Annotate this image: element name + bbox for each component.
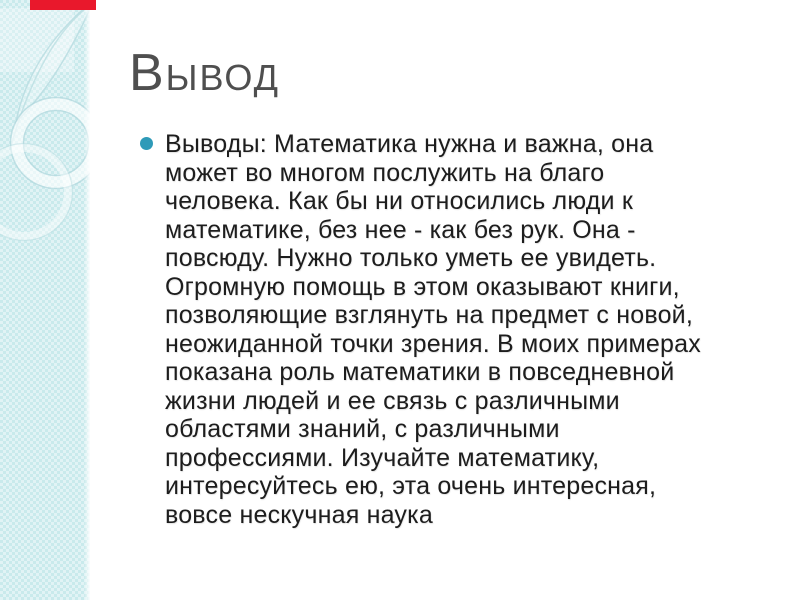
stripe-edge-highlight <box>84 0 90 600</box>
bullet-text-block <box>165 130 701 529</box>
slide-body <box>139 130 701 529</box>
body-text-line: жизни людей и ее связь с различными <box>165 386 620 415</box>
body-text-line: может во многом послужить на благо <box>165 158 605 187</box>
body-text-line: математике, без нее - как без рук. Она - <box>165 215 636 244</box>
body-text-line: повсюду. Нужно только уметь ее увидеть. <box>165 244 657 272</box>
red-marker <box>30 0 96 10</box>
body-text-line: интересуйтесь ею, эта очень интересная, <box>165 472 657 500</box>
body-text-line: показана роль математики в повседневной <box>165 358 675 386</box>
body-text-line: вовсе нескучная наука <box>165 500 433 529</box>
body-text-line: профессиями. Изучайте математику, <box>165 443 600 472</box>
body-text-line: человека. Как бы ни относились люди к <box>165 187 633 215</box>
circles-ornament-icon <box>0 0 90 280</box>
body-text-line: областями знаний, с различными <box>165 415 560 443</box>
body-text-line: неожиданной точки зрения. В моих примерах <box>165 329 701 358</box>
body-text-line: Огромную помощь в этом оказывают книги, <box>165 272 680 301</box>
body-text-line: позволяющие взглянуть на предмет с новой, <box>165 301 693 329</box>
body-text-line: Выводы: Математика нужна и важна, она <box>165 130 654 158</box>
left-decorative-stripe <box>0 0 90 600</box>
slide-title: Вывод <box>129 44 280 102</box>
bullet-icon <box>140 137 153 150</box>
